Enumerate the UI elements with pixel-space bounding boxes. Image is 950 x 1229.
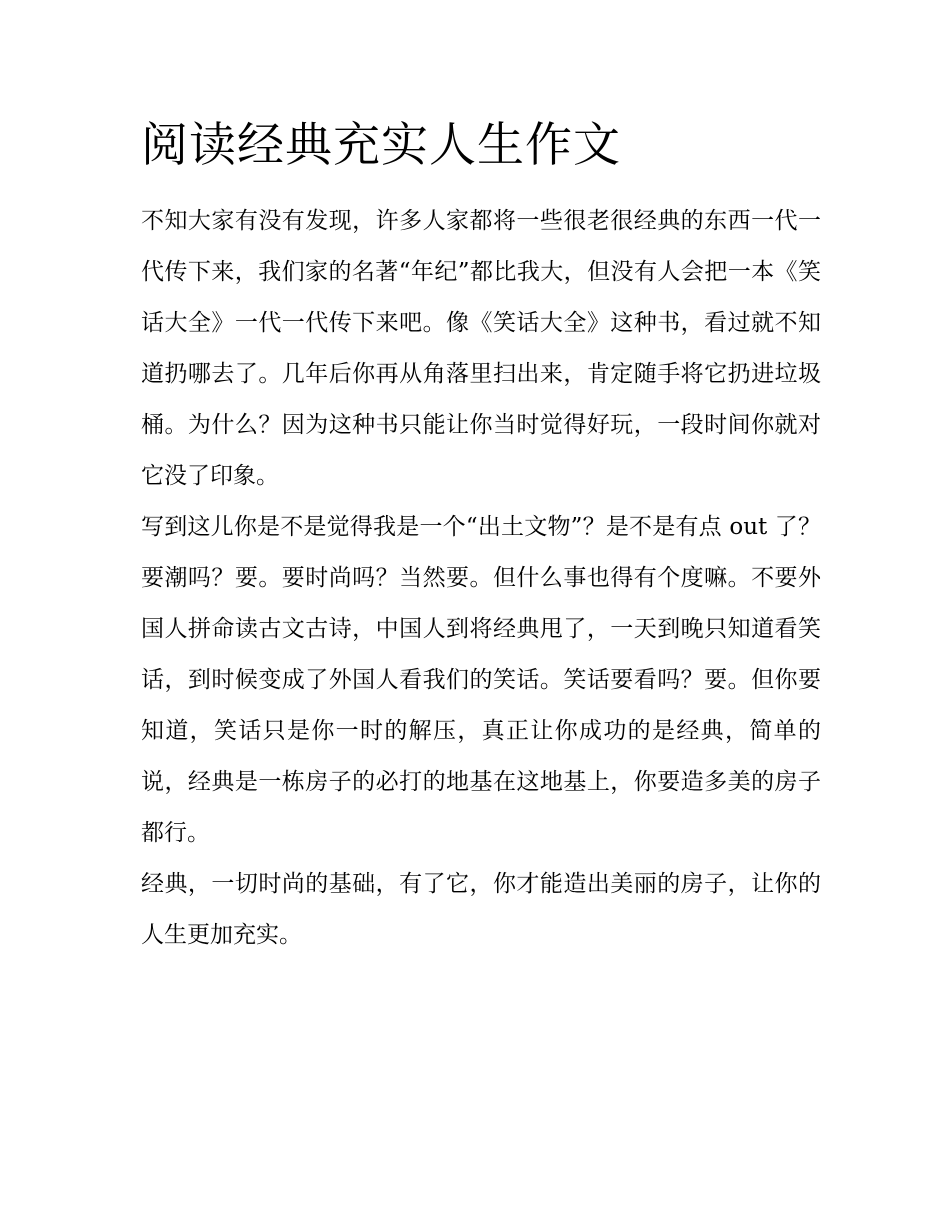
document-title: 阅读经典充实人生作文 (141, 118, 621, 173)
paragraph: 不知大家有没有发现，许多人家都将一些很老很经典的东西一代一代传下来，我们家的名著“年纪”都比我大，但没有人会把一本《笑话大全》一代一代传下来吧。像《笑话大全》这种书，看过就不知道扔哪去了。几年后你再从角落里扫出来，肯定随手将它扔进垃圾桶。为什么？因为这种书只能让你当时觉得好玩，一段时间你就对它没了印象。 (141, 208, 821, 489)
paragraph: 写到这儿你是不是觉得我是一个“出土文物”？是不是有点 out 了？要潮吗？要。要时尚吗？当然要。但什么事也得有个度嘛。不要外国人拼命读古文古诗，中国人到将经典甩了，一天到晚只知道看笑话，到时候变成了外国人看我们的笑话。笑话要看吗？要。但你要知道，笑话只是你一时的解压，真正让你成功的是经典，简单的说，经典是一栋房子的必打的地基在这地基上，你要造多美的房子都行。 (141, 514, 821, 846)
paragraph: 经典，一切时尚的基础，有了它，你才能造出美丽的房子，让你的人生更加充实。 (141, 871, 821, 948)
document-page (141, 114, 821, 961)
document-body (141, 196, 821, 961)
